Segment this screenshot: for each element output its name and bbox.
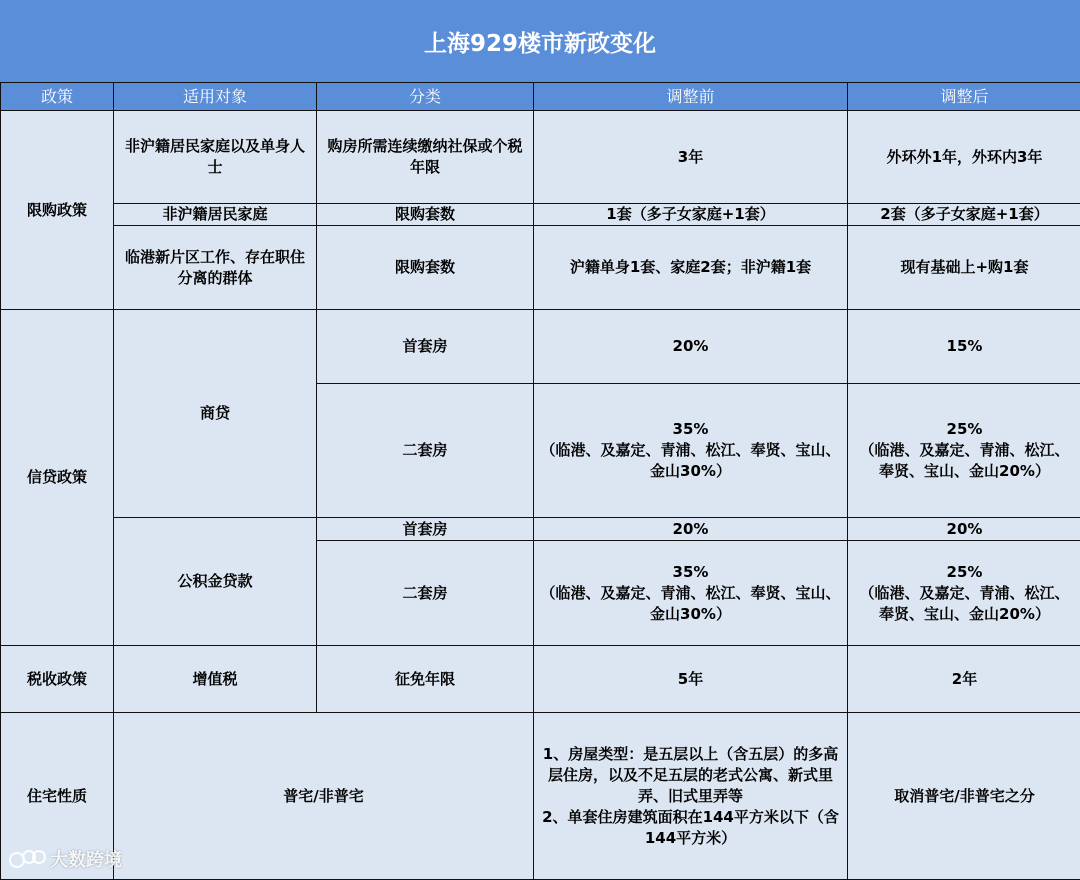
category-cell: 限购套数 — [317, 226, 534, 310]
category-cell: 二套房 — [317, 541, 534, 646]
object-commercial-loan: 商贷 — [114, 310, 317, 518]
after-cell: 外环外1年，外环内3年 — [848, 111, 1080, 204]
table-row — [1, 310, 1080, 384]
category-cell: 首套房 — [317, 518, 534, 541]
object-cell: 非沪籍居民家庭以及单身人士 — [114, 111, 317, 204]
after-cell: 25% （临港、及嘉定、青浦、松江、奉贤、宝山、金山20%） — [848, 541, 1080, 646]
category-cell: 限购套数 — [317, 204, 534, 226]
before-cell: 5年 — [534, 646, 848, 713]
after-cell: 25% （临港、及嘉定、青浦、松江、奉贤、宝山、金山20%） — [848, 384, 1080, 518]
watermark-text: 大数跨境 — [50, 846, 122, 872]
col-header-object: 适用对象 — [114, 83, 317, 111]
category-cell: 征免年限 — [317, 646, 534, 713]
before-cell: 1套（多子女家庭+1套） — [534, 204, 848, 226]
policy-purchase: 限购政策 — [1, 111, 114, 310]
object-cell: 增值税 — [114, 646, 317, 713]
table-row — [1, 713, 1080, 880]
watermark — [8, 846, 122, 872]
before-cell: 20% — [534, 310, 848, 384]
col-header-after: 调整后 — [848, 83, 1080, 111]
policy-table — [0, 82, 1080, 880]
col-header-category: 分类 — [317, 83, 534, 111]
col-header-before: 调整前 — [534, 83, 848, 111]
category-cell: 购房所需连续缴纳社保或个税年限 — [317, 111, 534, 204]
after-cell: 取消普宅/非普宅之分 — [848, 713, 1080, 880]
after-cell: 2年 — [848, 646, 1080, 713]
object-cell: 临港新片区工作、存在职住分离的群体 — [114, 226, 317, 310]
before-cell: 20% — [534, 518, 848, 541]
after-cell: 现有基础上+购1套 — [848, 226, 1080, 310]
before-cell: 35% （临港、及嘉定、青浦、松江、奉贤、宝山、金山30%） — [534, 541, 848, 646]
after-cell: 15% — [848, 310, 1080, 384]
policy-housing: 住宅性质 — [1, 713, 114, 880]
object-provident-loan: 公积金贷款 — [114, 518, 317, 646]
header-row — [1, 83, 1080, 111]
before-cell: 3年 — [534, 111, 848, 204]
before-cell: 1、房屋类型：是五层以上（含五层）的多高层住房，以及不足五层的老式公寓、新式里弄、旧式里弄等 2、单套住房建筑面积在144平方米以下（含144平方米） — [534, 713, 848, 880]
before-cell: 沪籍单身1套、家庭2套；非沪籍1套 — [534, 226, 848, 310]
table-row — [1, 646, 1080, 713]
table-row — [1, 518, 1080, 541]
table-row — [1, 226, 1080, 310]
policy-tax: 税收政策 — [1, 646, 114, 713]
after-cell: 20% — [848, 518, 1080, 541]
category-cell: 二套房 — [317, 384, 534, 518]
object-cell: 非沪籍居民家庭 — [114, 204, 317, 226]
page-title: 上海929楼市新政变化 — [0, 0, 1080, 82]
col-header-policy: 政策 — [1, 83, 114, 111]
policy-credit: 信贷政策 — [1, 310, 114, 646]
category-cell: 首套房 — [317, 310, 534, 384]
object-cell: 普宅/非普宅 — [114, 713, 534, 880]
before-cell: 35% （临港、及嘉定、青浦、松江、奉贤、宝山、金山30%） — [534, 384, 848, 518]
table-row — [1, 111, 1080, 204]
table-row — [1, 204, 1080, 226]
watermark-logo-icon — [8, 847, 46, 871]
after-cell: 2套（多子女家庭+1套） — [848, 204, 1080, 226]
